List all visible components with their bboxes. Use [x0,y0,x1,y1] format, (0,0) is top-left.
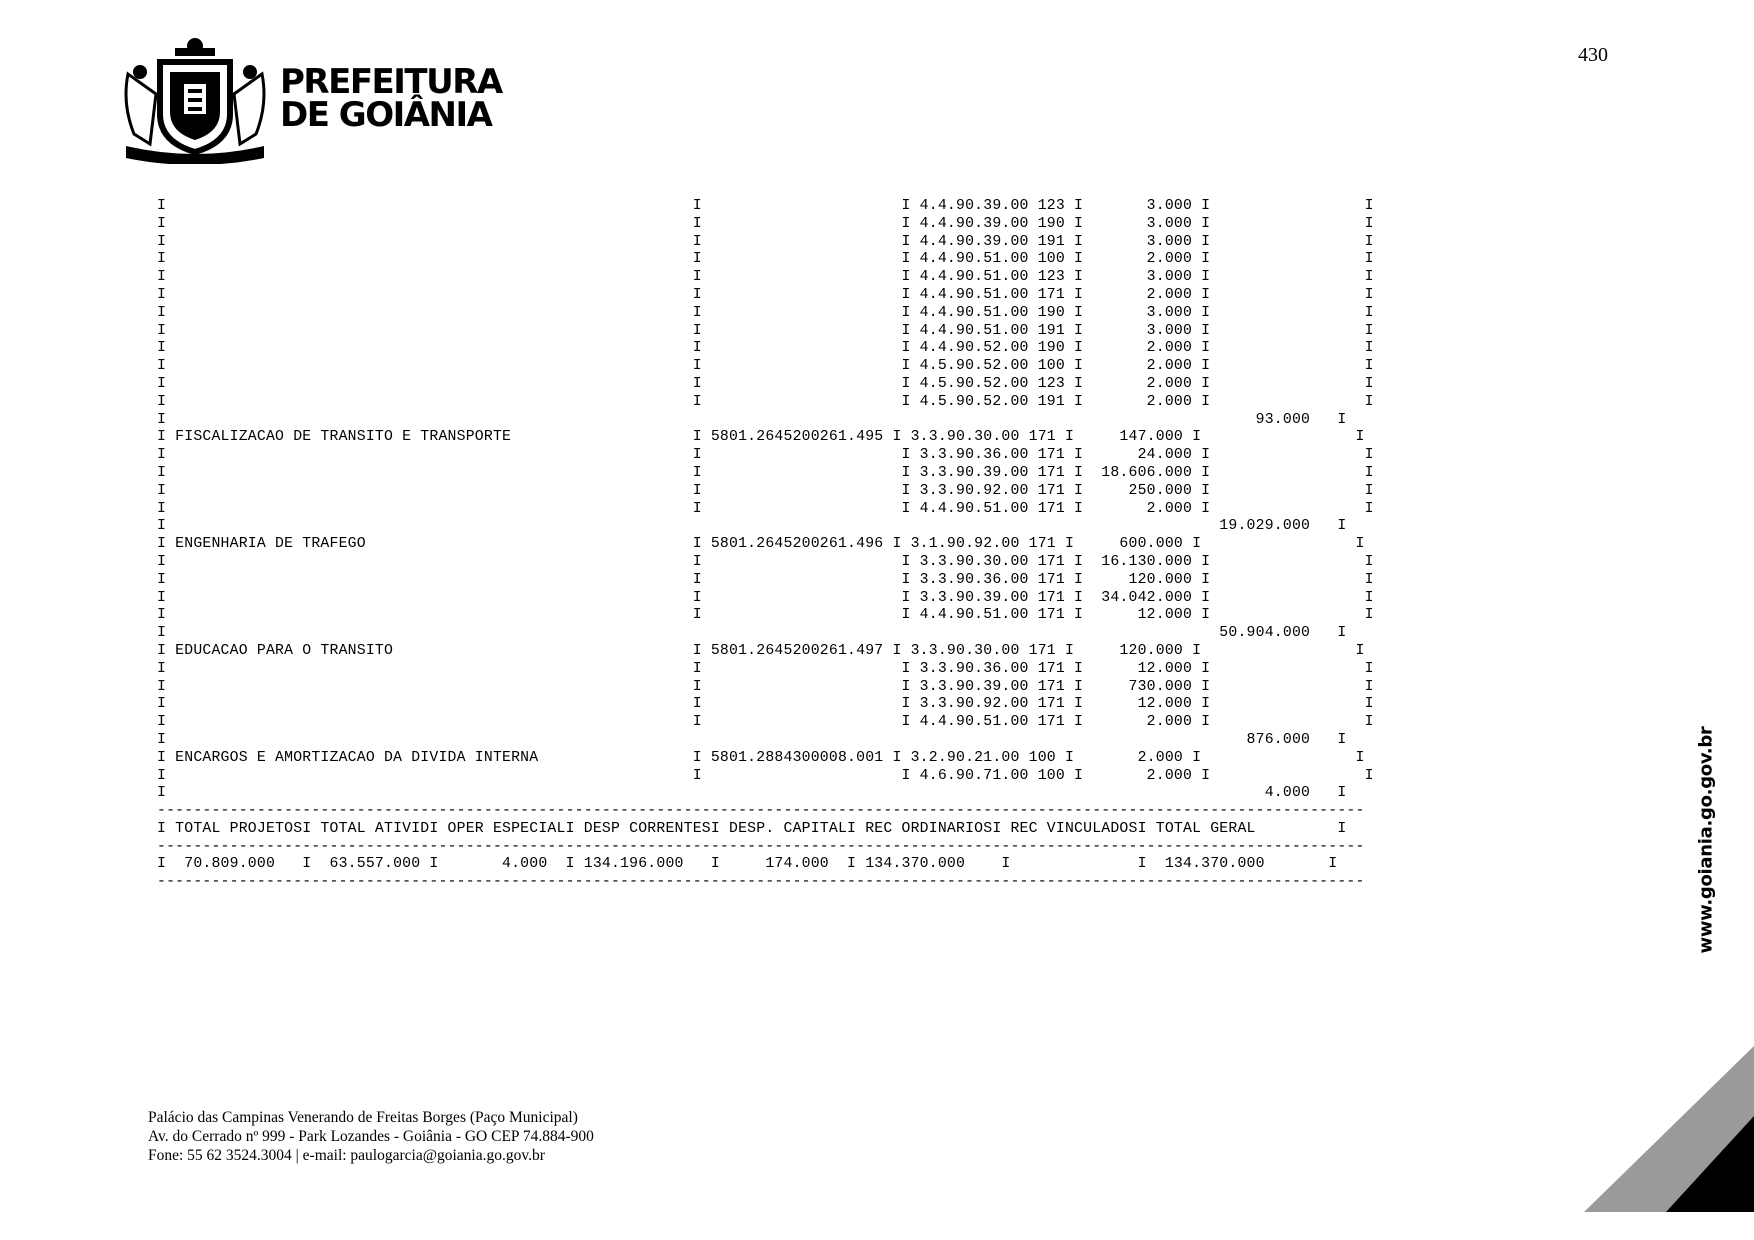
report-line: I I I 4.4.90.51.00 171 I 2.000 I I [157,500,1374,517]
footer-line-2: Av. do Cerrado nº 999 - Park Lozandes - Goiânia - GO CEP 74.884-900 [148,1128,594,1145]
report-line: I I I 4.4.90.51.00 190 I 3.000 I I [157,304,1374,321]
report-line: I I I 3.3.90.92.00 171 I 12.000 I I [157,696,1374,713]
report-line: I 4.000 I [157,785,1347,802]
budget-report-table [157,198,1374,892]
coat-of-arms-logo [120,34,270,164]
report-line: I I I 3.3.90.39.00 171 I 18.606.000 I I [157,464,1374,481]
report-line: I ENCARGOS E AMORTIZACAO DA DIVIDA INTERNA I 5801.2884300008.001 I 3.2.90.21.00 100 I 2.000 I I [157,749,1365,766]
report-line: I I I 4.4.90.51.00 171 I 2.000 I I [157,714,1374,731]
report-line: I I I 3.3.90.36.00 171 I 120.000 I I [157,571,1374,588]
report-line: I EDUCACAO PARA O TRANSITO I 5801.2645200261.497 I 3.3.90.30.00 171 I 120.000 I I [157,642,1365,659]
report-line: I I I 4.4.90.39.00 123 I 3.000 I I [157,198,1374,214]
report-line: I I I 4.5.90.52.00 100 I 2.000 I I [157,358,1374,375]
report-line: I I I 3.3.90.36.00 171 I 24.000 I I [157,447,1374,464]
report-line: I I I 3.3.90.39.00 171 I 34.042.000 I I [157,589,1374,606]
brand-line-2: DE GOIÂNIA [280,95,492,135]
report-line: I 93.000 I [157,411,1347,428]
report-line: I I I 3.3.90.92.00 171 I 250.000 I I [157,482,1374,499]
report-line: I I I 4.4.90.51.00 100 I 2.000 I I [157,251,1374,268]
report-line: I I I 4.4.90.51.00 123 I 3.000 I I [157,269,1374,286]
report-line: I I I 4.4.90.51.00 191 I 3.000 I I [157,322,1374,339]
corner-decoration [1584,1046,1754,1212]
brand-line-1: PREFEITURA [280,62,502,102]
report-line: I I I 4.5.90.52.00 123 I 2.000 I I [157,375,1374,392]
brand-name [280,62,502,135]
report-line: I I I 4.4.90.51.00 171 I 12.000 I I [157,607,1374,624]
report-line: I I I 4.4.90.52.00 190 I 2.000 I I [157,340,1374,357]
report-line: I TOTAL PROJETOSI TOTAL ATIVIDI OPER ESPECIALI DESP CORRENTESI DESP. CAPITALI REC ORDINARIOSI REC VINCULADOSI TOTAL GERAL I [157,820,1347,837]
report-line: I 876.000 I [157,731,1347,748]
report-line: I I I 3.3.90.30.00 171 I 16.130.000 I I [157,553,1374,570]
footer-line-1: Palácio das Campinas Venerando de Freitas Borges (Paço Municipal) [148,1109,578,1126]
report-line: I I I 4.4.90.51.00 171 I 2.000 I I [157,286,1374,303]
report-line: I 50.904.000 I [157,625,1347,642]
report-line: I I I 4.4.90.39.00 190 I 3.000 I I [157,215,1374,232]
report-line: I I I 4.4.90.39.00 191 I 3.000 I I [157,233,1374,250]
report-line: I FISCALIZACAO DE TRANSITO E TRANSPORTE I 5801.2645200261.495 I 3.3.90.30.00 171 I 147.000 I I [157,429,1365,446]
report-line: ------------------------------------------------------------------------------------------------------------------------------------- [157,803,1365,820]
header [120,34,502,164]
report-line: I I I 4.5.90.52.00 191 I 2.000 I I [157,393,1374,410]
report-line: ------------------------------------------------------------------------------------------------------------------------------------- [157,838,1365,855]
report-line: I I I 3.3.90.39.00 171 I 730.000 I I [157,678,1374,695]
report-line: I I I 3.3.90.36.00 171 I 12.000 I I [157,660,1374,677]
website-url: www.goiania.go.gov.br [1695,726,1717,954]
report-line: I I I 4.6.90.71.00 100 I 2.000 I I [157,767,1374,784]
report-line: I 70.809.000 I 63.557.000 I 4.000 I 134.196.000 I 174.000 I 134.370.000 I I 134.370.000 I [157,856,1338,873]
report-line: I ENGENHARIA DE TRAFEGO I 5801.2645200261.496 I 3.1.90.92.00 171 I 600.000 I I [157,536,1365,553]
report-line: I 19.029.000 I [157,518,1347,535]
footer-address [148,1108,594,1165]
footer-line-3: Fone: 55 62 3524.3004 | e-mail: paulogarcia@goiania.go.gov.br [148,1147,545,1164]
report-line: ------------------------------------------------------------------------------------------------------------------------------------- [157,874,1365,891]
page-number: 430 [1578,44,1608,66]
